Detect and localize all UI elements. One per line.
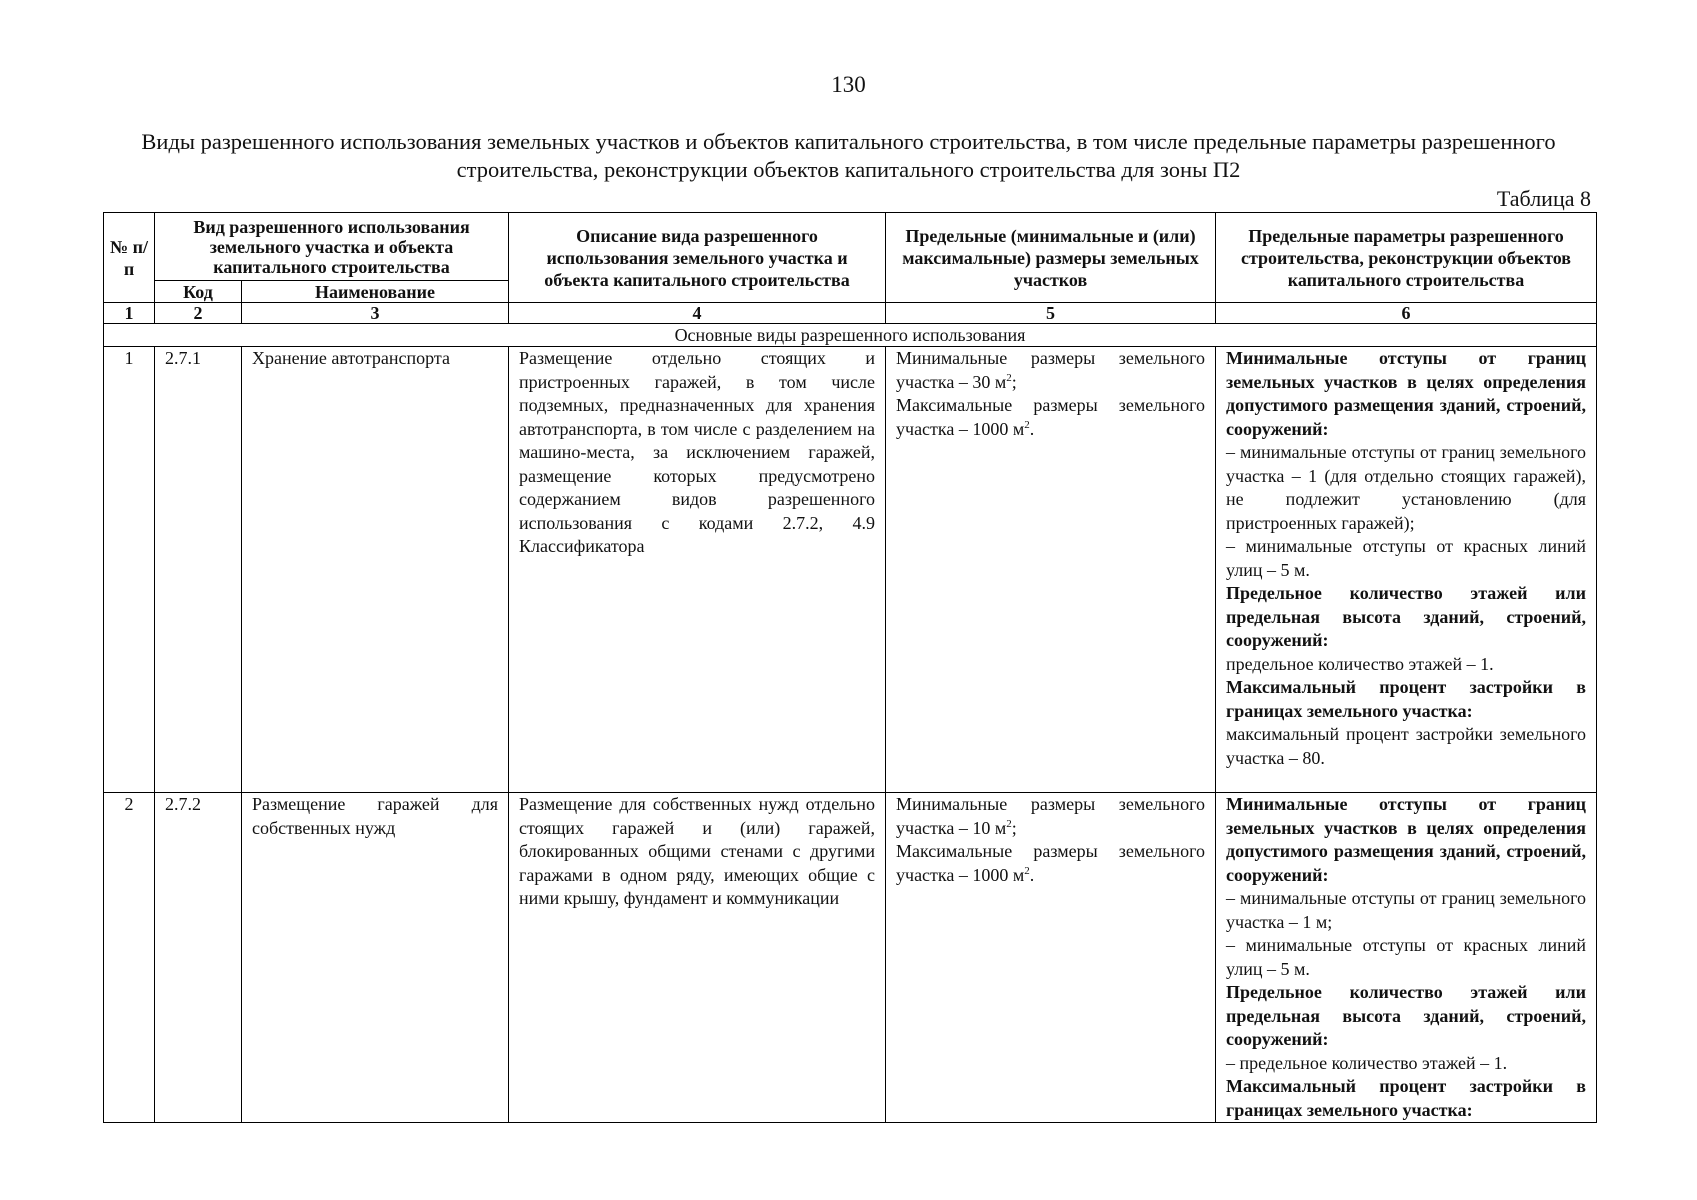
row-num: 2 [104,793,155,1123]
column-number: 5 [886,303,1216,324]
header-code: Код [155,281,242,303]
column-number: 6 [1216,303,1597,324]
coverage-value: максимальный процент застройки земельного участка – 80. [1226,724,1587,768]
page-number: 130 [831,72,866,97]
column-number-row [104,303,1597,324]
floors-title: Предельное количество этажей или предельная высота зданий, строений, сооружений: [1226,982,1587,1049]
document-title: Виды разрешенного использования земельных участков и объектов капитального строительства, в том числе предельные параметры разрешенного строительства, реконструкции объектов капитального строительства для зоны П2 [141,129,1556,182]
table-row [104,793,1597,1123]
table-row [104,347,1597,793]
header-type-group: Вид разрешенного использования земельного участка и объекта капитального строительства [155,213,509,281]
row-params [1216,347,1597,793]
table-label: Таблица 8 [1496,186,1591,211]
row-code: 2.7.1 [155,347,242,793]
header-num: № п/п [104,213,155,303]
header-params: Предельные параметры разрешенного строительства, реконструкции объектов капитального строительства [1216,213,1597,303]
column-number: 3 [242,303,509,324]
column-number: 4 [509,303,886,324]
size-max: Максимальные размеры земельного участка – 1000 $м^2$. [896,841,1206,885]
column-number: 1 [104,303,155,324]
setback-red-lines: – минимальные отступы от красных линий улиц – 5 м. [1226,536,1587,580]
header-description: Описание вида разрешенного использования земельного участка и объекта капитального строительства [509,213,886,303]
column-number: 2 [155,303,242,324]
row-params [1216,793,1597,1123]
row-name: Хранение автотранспорта [242,347,509,793]
row-code: 2.7.2 [155,793,242,1123]
setback-title: Минимальные отступы от границ земельных участков в целях определения допустимого размещения зданий, строений, сооружений: [1226,794,1587,885]
size-min: Минимальные размеры земельного участка – 10 $м^2$; [896,794,1206,838]
row-name: Размещение гаражей для собственных нужд [242,793,509,1123]
setback-red-lines: – минимальные отступы от красных линий улиц – 5 м. [1226,935,1587,979]
floors-value: предельное количество этажей – 1. [1226,653,1494,674]
floors-title: Предельное количество этажей или предельная высота зданий, строений, сооружений: [1226,583,1587,650]
section-title: Основные виды разрешенного использования [104,324,1597,347]
coverage-title: Максимальный процент застройки в границах земельного участка: [1226,677,1587,721]
size-max: Максимальные размеры земельного участка – 1000 $м^2$. [896,395,1206,439]
section-row [104,324,1597,347]
header-row [104,213,1597,281]
zoning-table [103,212,1597,1123]
row-num: 1 [104,347,155,793]
setback-boundary: – минимальные отступы от границ земельного участка – 1 (для отдельно стоящих гаражей), не подлежит установлению (для пристроенных гаражей); [1226,442,1587,533]
size-min: Минимальные размеры земельного участка – 30 $м^2$; [896,348,1206,392]
row-description: Размещение отдельно стоящих и пристроенных гаражей, в том числе подземных, предназначенных для хранения автотранспорта, в том числе с разделением на машино-места, за исключением гаражей, размещение которых предусмотрено содержанием видов разрешенного использования с кодами 2.7.2, 4.9 Классификатора [509,347,886,793]
coverage-title: Максимальный процент застройки в границах земельного участка: [1226,1076,1587,1120]
row-description: Размещение для собственных нужд отдельно стоящих гаражей и (или) гаражей, блокированных общими стенами с другими гаражами в одном ряду, имеющих общие с ними крышу, фундамент и коммуникации [509,793,886,1123]
row-sizes [886,347,1216,793]
header-sizes: Предельные (минимальные и (или) максимальные) размеры земельных участков [886,213,1216,303]
setback-boundary: – минимальные отступы от границ земельного участка – 1 м; [1226,888,1587,932]
row-sizes [886,793,1216,1123]
setback-title: Минимальные отступы от границ земельных участков в целях определения допустимого размещения зданий, строений, сооружений: [1226,348,1587,439]
floors-value: – предельное количество этажей – 1. [1226,1052,1508,1073]
header-name: Наименование [242,281,509,303]
